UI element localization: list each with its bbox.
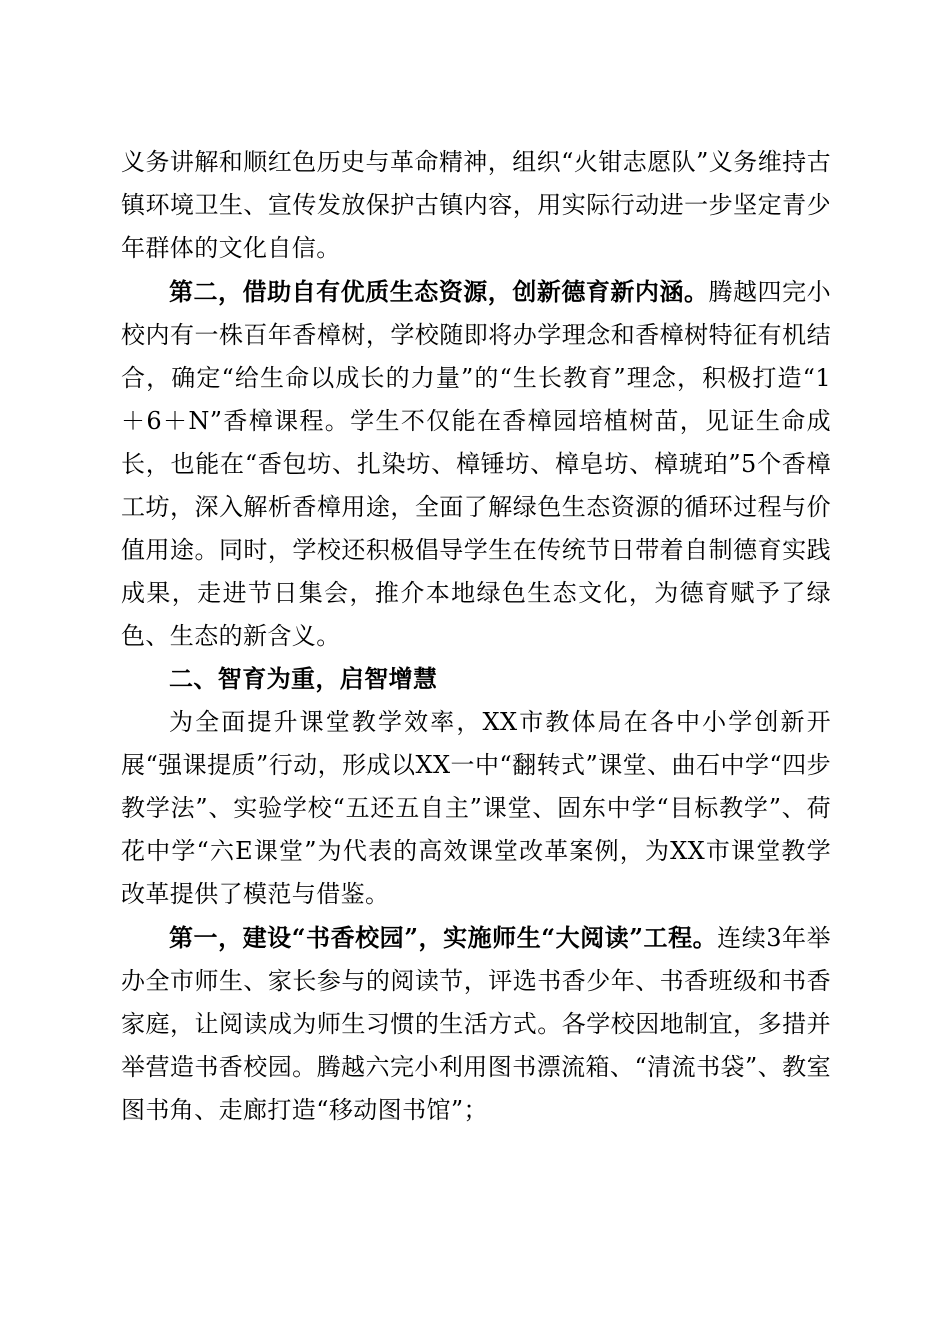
paragraph-lead: 第二，借助自有优质生态资源，创新德育新内涵。 (169, 277, 709, 306)
paragraph-classroom-reform (121, 701, 831, 916)
paragraph-ecology (121, 270, 831, 658)
paragraph-text: 腾越四完小校内有一株百年香樟树，学校随即将办学理念和香樟树特征有机结合，确定“给生命以成长的力量”的“生长教育”理念，积极打造“1＋6＋N”香樟课程。学生不仅能在香樟园培植树苗，见证生命成长，也能在“香包坊、扎染坊、樟锤坊、樟皂坊、樟琥珀”5个香樟工坊，深入解析香樟用途，全面了解绿色生态资源的循环过程与价值用途。同时，学校还积极倡导学生在传统节日带着自制德育实践成果，走进节日集会，推介本地绿色生态文化，为德育赋予了绿色、生态的新含义。 (121, 278, 831, 650)
section-heading: 二、智育为重，启智增慧 (169, 665, 438, 693)
paragraph-text: 连续3年举办全市师生、家长参与的阅读节，评选书香少年、书香班级和书香家庭，让阅读成为师生习惯的生活方式。各学校因地制宜，多措并举营造书香校园。腾越六完小利用图书漂流箱、“清流书袋”、教室图书角、走廊打造“移动图书馆”； (121, 924, 831, 1124)
paragraph-reading (121, 916, 831, 1132)
paragraph-text: 义务讲解和顺红色历史与革命精神，组织“火钳志愿队”义务维持古镇环境卫生、宣传发放保护古镇内容，用实际行动进一步坚定青少年群体的文化自信。 (121, 148, 831, 262)
document-body (121, 141, 831, 1132)
paragraph-continued (121, 141, 831, 270)
paragraph-text: 为全面提升课堂教学效率，XX市教体局在各中小学创新开展“强课提质”行动，形成以XX一中“翻转式”课堂、曲石中学“四步教学法”、实验学校“五还五自主”课堂、固东中学“目标教学”、荷花中学“六E课堂”为代表的高效课堂改革案例，为XX市课堂教学改革提供了模范与借鉴。 (121, 708, 831, 908)
paragraph-lead: 第一，建设“书香校园”，实施师生“大阅读”工程。 (169, 923, 718, 952)
